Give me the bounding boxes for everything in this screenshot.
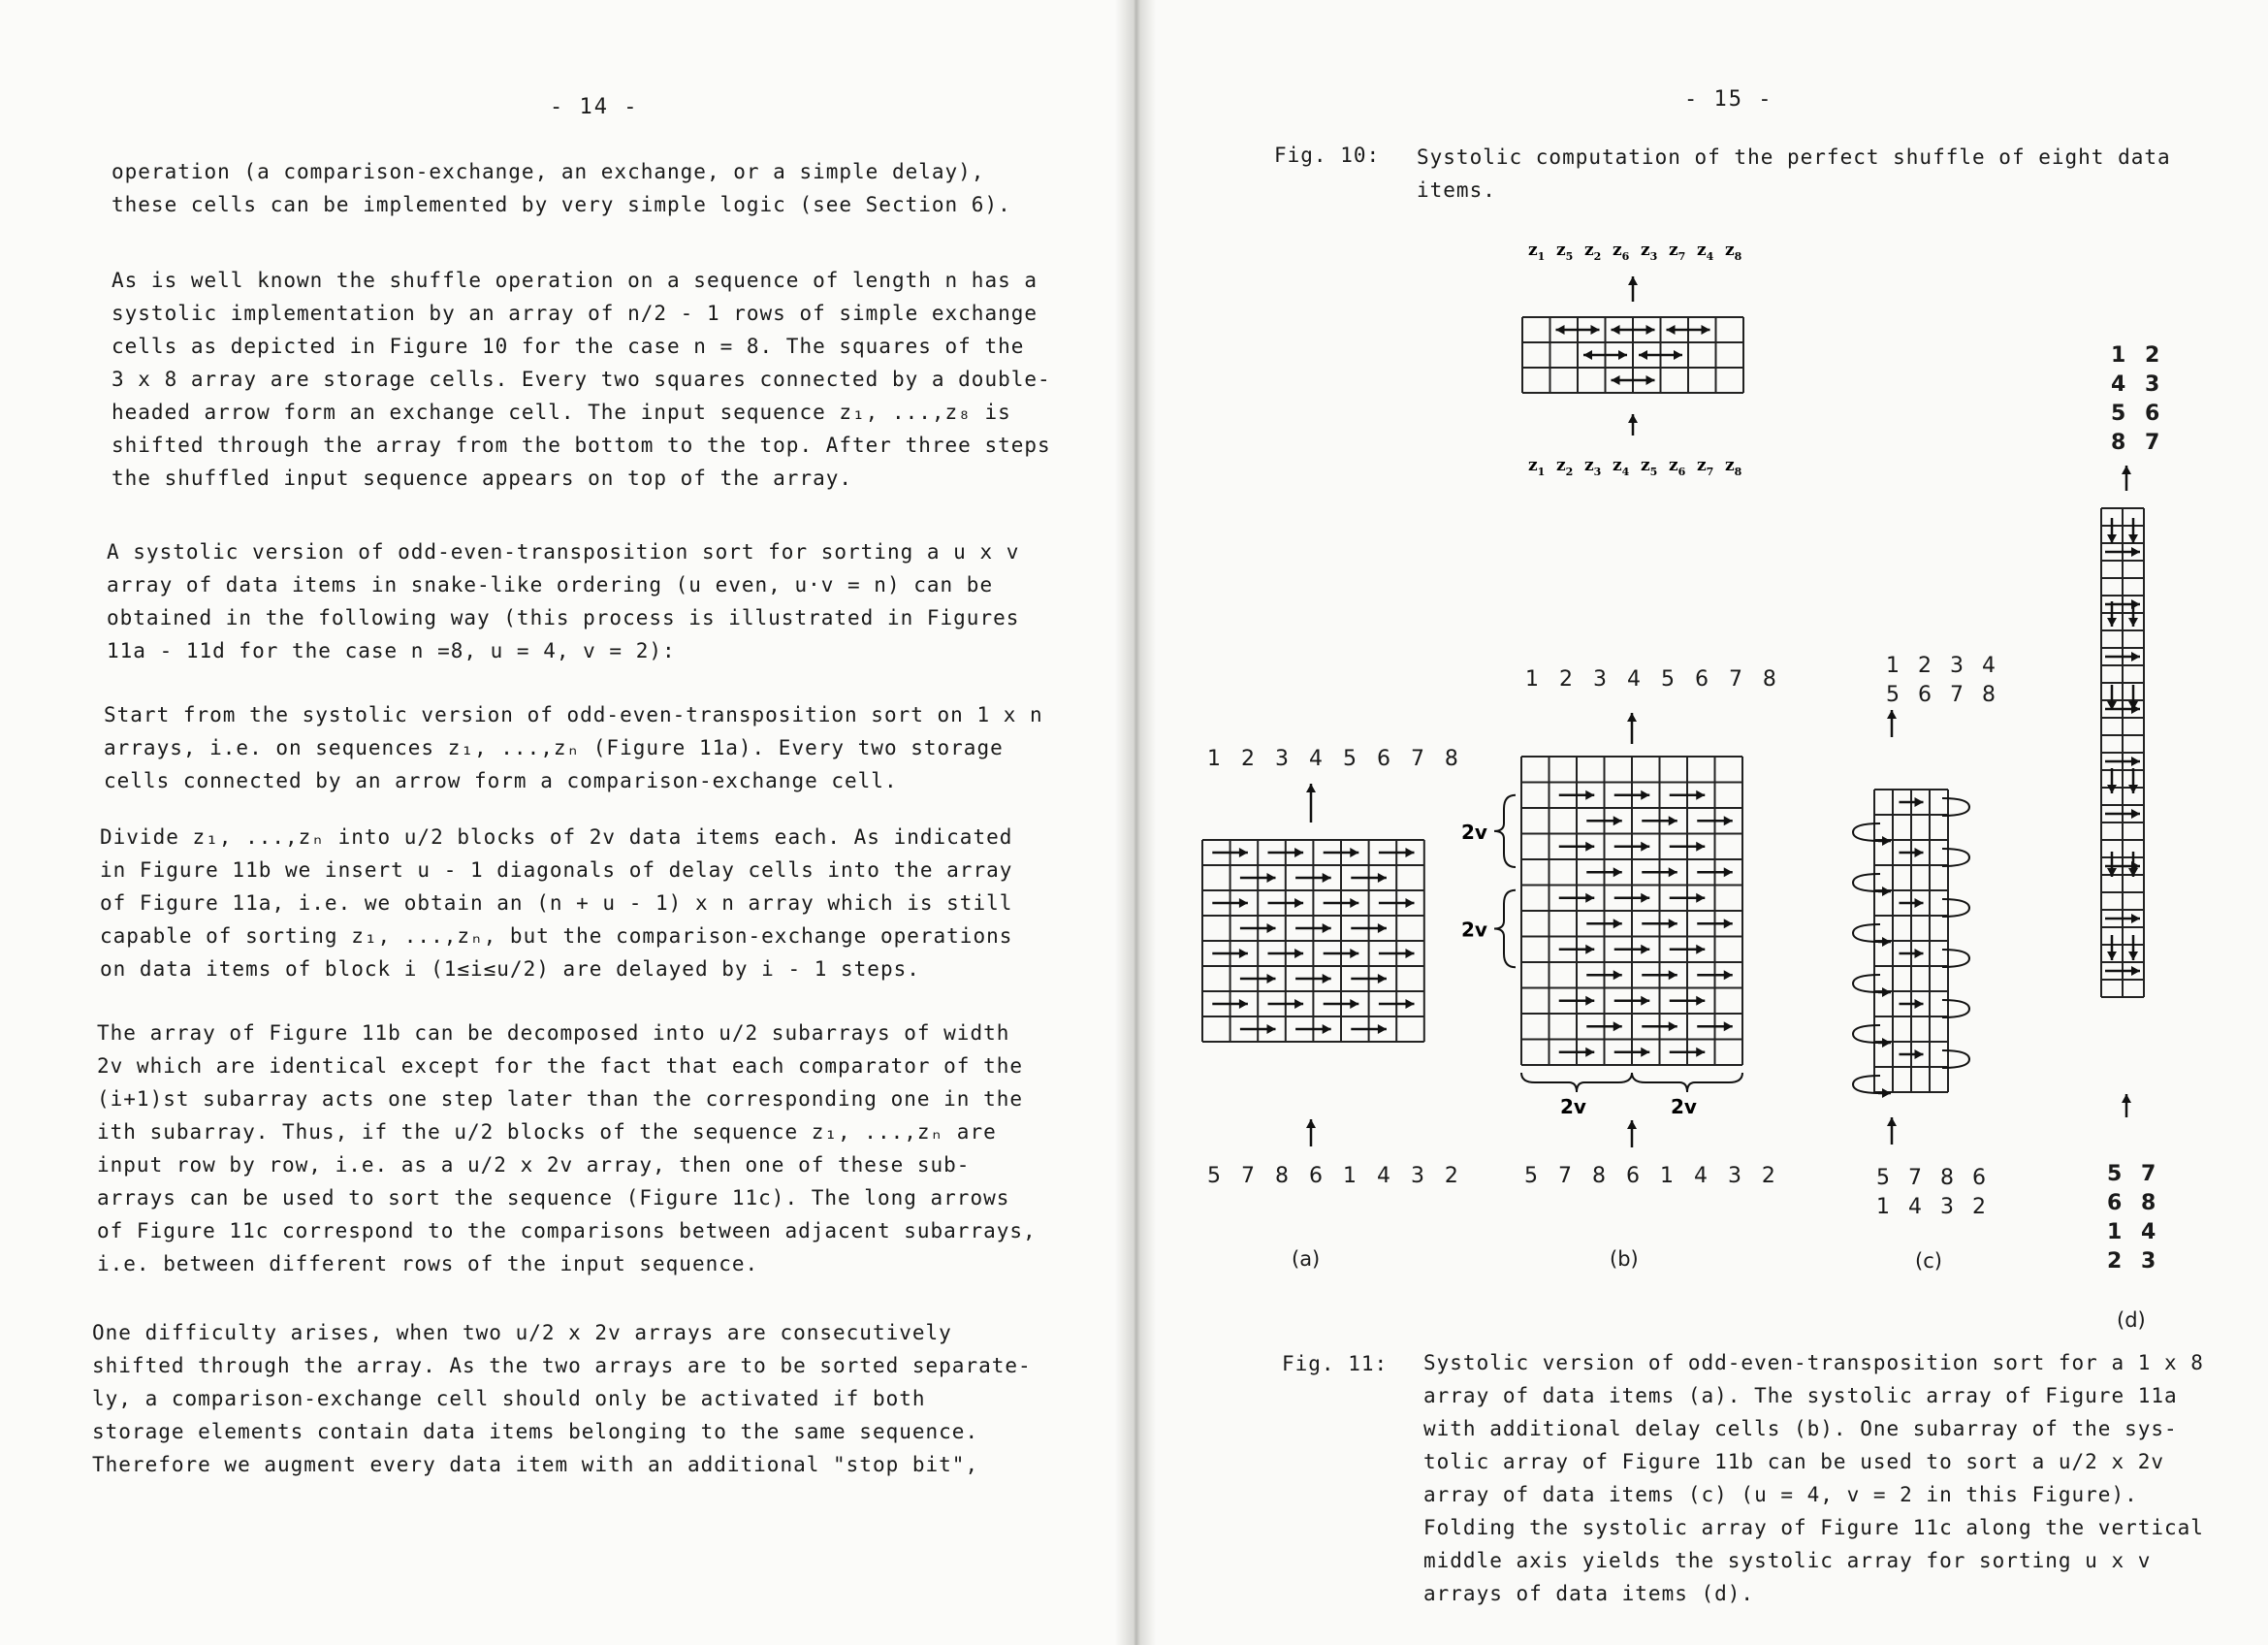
arrow-head bbox=[1627, 1120, 1637, 1129]
arrow-head bbox=[1378, 873, 1387, 883]
arrow-head bbox=[2128, 785, 2138, 793]
arrow-head bbox=[1239, 898, 1248, 908]
arrow-head bbox=[1628, 276, 1638, 285]
arrow-head bbox=[1696, 996, 1705, 1006]
fig11d-input-sequence bbox=[2107, 1160, 2161, 1276]
arrow-head bbox=[1674, 350, 1682, 360]
sequence-item: $z_1$ bbox=[1528, 241, 1546, 263]
arrow-head bbox=[1669, 867, 1677, 877]
arrow-head bbox=[1887, 1117, 1897, 1126]
arrow-head bbox=[1613, 867, 1622, 877]
fig10-caption bbox=[1417, 141, 2171, 207]
arrow-head bbox=[1239, 999, 1248, 1009]
arrow-head bbox=[1696, 893, 1705, 903]
paragraph bbox=[92, 1316, 1032, 1481]
arrow-head bbox=[1724, 970, 1733, 980]
text-line: A systolic version of odd-even-transposition sort for sorting a u x v bbox=[107, 540, 1020, 564]
text-line: Divide z₁, ...,zₙ into u/2 blocks of 2v data items each. As indicated bbox=[100, 825, 1013, 849]
arrow-head bbox=[1306, 784, 1316, 792]
sequence-row: 6 8 bbox=[2107, 1191, 2162, 1215]
arrow-head bbox=[2122, 466, 2131, 474]
arrow-head bbox=[1641, 842, 1649, 852]
sequence-row: 8 7 bbox=[2111, 431, 2166, 455]
caption-line: arrays of data items (d). bbox=[1423, 1582, 1755, 1605]
figure-11a-array bbox=[1200, 784, 1433, 1162]
arrow-head bbox=[1613, 970, 1622, 980]
text-line: storage elements contain data items belonging to the same sequence. bbox=[92, 1420, 979, 1443]
fig11-label: Fig. 11: bbox=[1282, 1352, 1389, 1375]
arrow-head bbox=[1406, 999, 1415, 1009]
fig11b-input-sequence: 5 7 8 6 1 4 3 2 bbox=[1524, 1164, 1782, 1188]
fig10-label: Fig. 10: bbox=[1274, 144, 1381, 167]
fig11d-output-sequence bbox=[2111, 341, 2165, 458]
arrow-head bbox=[1646, 325, 1655, 335]
text-line: on data items of block i (1≤i≤u/2) are delayed by i - 1 steps. bbox=[100, 957, 920, 981]
fig11-caption bbox=[1423, 1346, 2204, 1610]
text-line: arrays can be used to sort the sequence (Figure 11c). The long arrows bbox=[97, 1186, 1010, 1210]
fig11b-label: (b) bbox=[1610, 1247, 1639, 1271]
sequence-item: $z_4$ bbox=[1613, 456, 1630, 478]
caption-line: items. bbox=[1417, 178, 1496, 202]
arrow-head bbox=[1915, 999, 1924, 1009]
paragraph bbox=[104, 698, 1043, 797]
arrow-head bbox=[1350, 999, 1358, 1009]
text-line: 3 x 8 array are storage cells. Every two squares connected by a double- bbox=[112, 368, 1051, 391]
arrow-head bbox=[2131, 966, 2140, 976]
arrow-head bbox=[1585, 1048, 1594, 1057]
paragraph bbox=[100, 821, 1012, 985]
arrow-head bbox=[1350, 848, 1358, 857]
arrow-head bbox=[1323, 974, 1331, 984]
arrow-head bbox=[1323, 923, 1331, 933]
text-line: (i+1)st subarray acts one step later than the corresponding one in the bbox=[97, 1087, 1024, 1111]
arrow-head bbox=[1239, 949, 1248, 958]
arrow-head bbox=[1294, 949, 1303, 958]
text-line: of Figure 11a, i.e. we obtain an (n + u - 1) x n array which is still bbox=[100, 891, 1013, 915]
fig11b-output-sequence: 1 2 3 4 5 6 7 8 bbox=[1525, 667, 1783, 692]
fig11a-label: (a) bbox=[1292, 1247, 1321, 1271]
brace bbox=[1494, 890, 1516, 968]
sequence-item: $z_6$ bbox=[1669, 456, 1686, 478]
sequence-row: 1 4 3 2 bbox=[1876, 1195, 1992, 1219]
arrow-head bbox=[1669, 816, 1677, 825]
caption-line: array of data items (a). The systolic array of Figure 11a bbox=[1423, 1384, 2178, 1407]
arrow-head bbox=[2107, 952, 2117, 960]
caption-line: Folding the systolic array of Figure 11c along the vertical bbox=[1423, 1516, 2204, 1539]
arrow-head bbox=[2107, 618, 2117, 627]
arrow-head bbox=[1585, 996, 1594, 1006]
text-line: ith subarray. Thus, if the u/2 blocks of the sequence z₁, ...,zₙ are bbox=[97, 1120, 997, 1144]
arrow-head bbox=[1378, 923, 1387, 933]
sequence-item: $z_7$ bbox=[1669, 241, 1686, 263]
text-line: of Figure 11c correspond to the comparisons between adjacent subarrays, bbox=[97, 1219, 1037, 1242]
brace bbox=[1521, 1073, 1632, 1092]
loop-connector bbox=[1853, 924, 1880, 942]
arrow-head bbox=[1915, 898, 1924, 908]
arrow-head bbox=[1378, 1024, 1387, 1034]
arrow-head bbox=[1667, 325, 1676, 335]
arrow-head bbox=[1882, 1038, 1891, 1048]
text-line: capable of sorting z₁, ...,zₙ, but the comparison-exchange operations bbox=[100, 924, 1013, 948]
caption-line: Systolic computation of the perfect shuffle of eight data bbox=[1417, 145, 2171, 169]
sequence-item: $z_1$ bbox=[1528, 456, 1546, 478]
text-line: array of data items in snake-like ordering (u even, u·v = n) can be bbox=[107, 573, 994, 597]
arrow-head bbox=[1882, 887, 1891, 896]
arrow-head bbox=[1585, 945, 1594, 954]
sequence-row: 2 3 bbox=[2107, 1249, 2162, 1274]
text-line: 2v which are identical except for the fact that each comparator of the bbox=[97, 1054, 1024, 1078]
loop-connector bbox=[1853, 1025, 1880, 1043]
arrow-head bbox=[1294, 848, 1303, 857]
arrow-head bbox=[2131, 757, 2140, 766]
arrow-head bbox=[1350, 898, 1358, 908]
arrow-head bbox=[1628, 414, 1638, 423]
arrow-head bbox=[1591, 325, 1600, 335]
brace-label: 2v bbox=[1560, 1095, 1586, 1118]
sequence-item: $z_5$ bbox=[1556, 241, 1574, 263]
arrow-head bbox=[2122, 1094, 2131, 1103]
arrow-head bbox=[2128, 952, 2138, 960]
arrow-head bbox=[1696, 1048, 1705, 1057]
sequence-row: 1 2 3 4 bbox=[1886, 654, 2001, 678]
text-line: Start from the systolic version of odd-even-transposition sort on 1 x n bbox=[104, 703, 1043, 726]
arrow-head bbox=[1915, 1049, 1924, 1059]
arrow-head bbox=[1556, 325, 1565, 335]
arrow-head bbox=[1406, 898, 1415, 908]
loop-connector bbox=[1853, 1076, 1880, 1093]
sequence-item: $z_8$ bbox=[1725, 456, 1742, 478]
text-line: ly, a comparison-exchange cell should only be activated if both bbox=[92, 1387, 926, 1410]
left-page-number: - 14 - bbox=[550, 95, 639, 119]
arrow-head bbox=[1696, 945, 1705, 954]
arrow-head bbox=[1406, 848, 1415, 857]
brace-label: 2v bbox=[1671, 1095, 1697, 1118]
arrow-head bbox=[1669, 970, 1677, 980]
sequence-item: $z_7$ bbox=[1697, 456, 1714, 478]
arrow-head bbox=[1882, 836, 1891, 846]
sequence-item: $z_2$ bbox=[1556, 456, 1574, 478]
arrow-head bbox=[1669, 919, 1677, 928]
arrow-head bbox=[1613, 919, 1622, 928]
arrow-head bbox=[1702, 325, 1710, 335]
arrow-head bbox=[1915, 848, 1924, 857]
text-line: headed arrow form an exchange cell. The input sequence z₁, ...,z₈ is bbox=[112, 401, 1011, 424]
arrow-head bbox=[1696, 842, 1705, 852]
arrow-head bbox=[1724, 1021, 1733, 1031]
text-line: input row by row, i.e. as a u/2 x 2v array, then one of these sub- bbox=[97, 1153, 971, 1177]
arrow-head bbox=[1306, 1119, 1316, 1128]
text-line: arrays, i.e. on sequences z₁, ...,zₙ (Figure 11a). Every two storage bbox=[104, 736, 1004, 759]
sequence-row: 5 7 8 6 bbox=[1876, 1166, 1992, 1190]
sequence-row: 5 6 bbox=[2111, 402, 2166, 426]
arrow-head bbox=[1641, 996, 1649, 1006]
figure-10-shuffle-array bbox=[1513, 238, 1765, 480]
caption-line: Systolic version of odd-even-transposition sort for a 1 x 8 bbox=[1423, 1351, 2204, 1374]
arrow-head bbox=[1583, 350, 1592, 360]
arrow-head bbox=[1612, 375, 1620, 385]
text-line: shifted through the array from the bottom to the top. After three steps bbox=[112, 434, 1051, 457]
brace-label: 2v bbox=[1461, 918, 1487, 942]
arrow-head bbox=[1639, 350, 1647, 360]
text-line: i.e. between different rows of the input sequence. bbox=[97, 1252, 759, 1275]
arrow-head bbox=[1915, 949, 1924, 958]
arrow-head bbox=[1627, 713, 1637, 722]
fig11c-input-sequence bbox=[1876, 1164, 1992, 1222]
text-line: in Figure 11b we insert u - 1 diagonals of delay cells into the array bbox=[100, 858, 1013, 882]
sequence-item: $z_5$ bbox=[1641, 456, 1658, 478]
arrow-head bbox=[1641, 1048, 1649, 1057]
text-line: cells as depicted in Figure 10 for the case n = 8. The squares of the bbox=[112, 335, 1025, 358]
arrow-head bbox=[2128, 618, 2138, 627]
figure-11c-array bbox=[1842, 700, 1959, 1156]
sequence-row: 4 3 bbox=[2111, 372, 2166, 397]
text-line: One difficulty arises, when two u/2 x 2v arrays are consecutively bbox=[92, 1321, 952, 1344]
text-line: The array of Figure 11b can be decomposed into u/2 subarrays of width bbox=[97, 1021, 1010, 1045]
sequence-item: $z_4$ bbox=[1697, 241, 1714, 263]
arrow-head bbox=[1585, 790, 1594, 800]
book-gutter bbox=[1115, 0, 1156, 1645]
caption-line: middle axis yields the systolic array for sorting u x v bbox=[1423, 1549, 2152, 1572]
arrow-head bbox=[1350, 949, 1358, 958]
sequence-item: $z_8$ bbox=[1725, 241, 1742, 263]
sequence-item: $z_3$ bbox=[1641, 241, 1658, 263]
arrow-head bbox=[1887, 710, 1897, 719]
text-line: Therefore we augment every data item with an additional "stop bit", bbox=[92, 1453, 979, 1476]
arrow-head bbox=[1612, 325, 1620, 335]
arrow-head bbox=[1323, 1024, 1331, 1034]
arrow-head bbox=[1646, 375, 1655, 385]
arrow-head bbox=[1585, 893, 1594, 903]
arrow-head bbox=[1267, 1024, 1276, 1034]
caption-line: tolic array of Figure 11b can be used to sort a u/2 x 2v bbox=[1423, 1450, 2165, 1473]
figure-11d-array bbox=[2094, 456, 2162, 1115]
text-line: operation (a comparison-exchange, an exchange, or a simple delay), bbox=[112, 160, 985, 183]
arrow-head bbox=[1294, 898, 1303, 908]
arrow-head bbox=[2107, 534, 2117, 543]
arrow-head bbox=[1613, 1021, 1622, 1031]
loop-connector bbox=[1853, 975, 1880, 992]
sequence-item: $z_2$ bbox=[1584, 241, 1602, 263]
text-line: the shuffled input sequence appears on top of the array. bbox=[112, 467, 853, 490]
paragraph bbox=[107, 535, 1019, 667]
figure-11b-array bbox=[1450, 703, 1770, 1159]
arrow-head bbox=[1585, 842, 1594, 852]
arrow-head bbox=[1294, 999, 1303, 1009]
arrow-head bbox=[2131, 809, 2140, 819]
text-line: these cells can be implemented by very simple logic (see Section 6). bbox=[112, 193, 1011, 216]
arrow-head bbox=[1323, 873, 1331, 883]
paragraph bbox=[112, 155, 1011, 221]
text-line: 11a - 11d for the case n =8, u = 4, v = 2): bbox=[107, 639, 676, 662]
arrow-head bbox=[1724, 919, 1733, 928]
fig11a-input-sequence: 5 7 8 6 1 4 3 2 bbox=[1207, 1164, 1465, 1188]
arrow-head bbox=[2131, 652, 2140, 661]
arrow-head bbox=[2128, 534, 2138, 543]
arrow-head bbox=[1618, 350, 1627, 360]
text-line: shifted through the array. As the two arrays are to be sorted separate- bbox=[92, 1354, 1032, 1377]
arrow-head bbox=[1669, 1021, 1677, 1031]
brace bbox=[1632, 1073, 1742, 1092]
fig11d-label: (d) bbox=[2117, 1308, 2146, 1332]
loop-connector bbox=[1853, 874, 1880, 891]
arrow-head bbox=[1882, 937, 1891, 947]
right-page-number: - 15 - bbox=[1684, 87, 1773, 112]
arrow-head bbox=[1882, 987, 1891, 997]
arrow-head bbox=[2131, 547, 2140, 557]
arrow-head bbox=[1915, 797, 1924, 807]
sequence-row: 1 4 bbox=[2107, 1220, 2162, 1244]
arrow-head bbox=[1641, 893, 1649, 903]
sequence-item: $z_3$ bbox=[1584, 456, 1602, 478]
brace bbox=[1494, 795, 1516, 867]
arrow-head bbox=[1267, 923, 1276, 933]
arrow-head bbox=[1724, 867, 1733, 877]
arrow-head bbox=[1613, 816, 1622, 825]
arrow-head bbox=[1641, 790, 1649, 800]
arrow-head bbox=[1239, 848, 1248, 857]
caption-line: array of data items (c) (u = 4, v = 2 in this Figure). bbox=[1423, 1483, 2138, 1506]
text-line: systolic implementation by an array of n/2 - 1 rows of simple exchange bbox=[112, 302, 1038, 325]
loop-connector bbox=[1853, 823, 1880, 841]
text-line: As is well known the shuffle operation on a sequence of length n has a bbox=[112, 269, 1038, 292]
paragraph bbox=[97, 1016, 1037, 1280]
arrow-head bbox=[1641, 945, 1649, 954]
text-line: cells connected by an arrow form a comparison-exchange cell. bbox=[104, 769, 898, 792]
arrow-head bbox=[1406, 949, 1415, 958]
arrow-head bbox=[2131, 914, 2140, 923]
fig11a-output-sequence: 1 2 3 4 5 6 7 8 bbox=[1207, 747, 1465, 771]
brace-label: 2v bbox=[1461, 820, 1487, 844]
sequence-item: $z_6$ bbox=[1613, 241, 1630, 263]
arrow-head bbox=[1724, 816, 1733, 825]
sequence-row: 5 6 7 8 bbox=[1886, 683, 2001, 707]
arrow-head bbox=[1882, 1088, 1891, 1098]
arrow-head bbox=[1267, 873, 1276, 883]
sequence-row: 5 7 bbox=[2107, 1162, 2162, 1186]
sequence-row: 1 2 bbox=[2111, 343, 2166, 368]
fig11c-label: (c) bbox=[1915, 1249, 1942, 1273]
caption-line: with additional delay cells (b). One subarray of the sys- bbox=[1423, 1417, 2178, 1440]
arrow-head bbox=[1267, 974, 1276, 984]
arrow-head bbox=[2107, 785, 2117, 793]
paragraph bbox=[112, 264, 1051, 495]
arrow-head bbox=[1696, 790, 1705, 800]
text-line: obtained in the following way (this process is illustrated in Figures bbox=[107, 606, 1020, 629]
arrow-head bbox=[1378, 974, 1387, 984]
